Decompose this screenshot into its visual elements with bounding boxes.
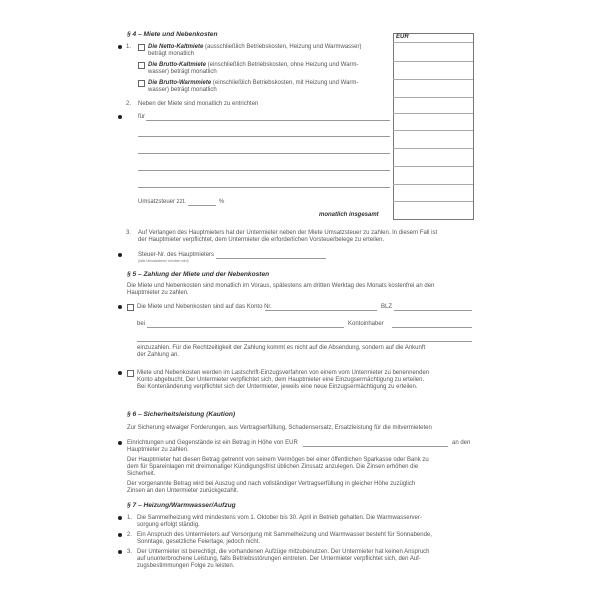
steuer-nr-note: (falls Umsatzsteuer erhoben wird) <box>138 259 189 263</box>
aufzug-paragraph: Der Untermieter ist berechtigt, die vorhandenen Aufzüge mitzubenutzen. Der Untermieter hat keinen Anspruch <box>137 549 430 555</box>
steuer-nr-field[interactable] <box>216 258 326 259</box>
netto-kaltmiete-label: Die Netto-Kaltmiete (ausschließlich Betriebskosten, Heizung und Warmwasser) <box>148 44 362 50</box>
kontoinhaber-field[interactable] <box>392 327 472 328</box>
heizung-paragraph: sorgung erfolgt ständig. <box>137 522 200 528</box>
item-number: 3. <box>127 549 133 555</box>
kaution-amount-field[interactable] <box>303 446 448 447</box>
einzahlung-paragraph: der Zahlung an. <box>137 352 180 358</box>
eur-row-divider <box>393 201 473 202</box>
eur-row-divider <box>393 113 473 114</box>
netto-kaltmiete-checkbox[interactable] <box>138 44 145 51</box>
kaution-anlage-paragraph: dem für Spareinlagen mit dreimonatiger Kündigungsfrist üblichen Zinssatz anzulegen. Die Zinsen erhöhen die <box>127 464 419 470</box>
bullet-icon <box>118 253 122 257</box>
warmwasser-paragraph: Ein Anspruch des Untermieters auf Versorgung mit Sammelheizung und Warmwasser besteht für Sonnabende, <box>137 532 432 538</box>
heizung-paragraph: Die Sammelheizung wird mindestens vom 1. Oktober bis 30. April in Betrieb gehalten. Die Warmwasserver- <box>137 515 422 521</box>
kaution-amount-suffix: an den <box>452 440 471 446</box>
bullet-icon <box>118 371 122 375</box>
blz-field[interactable] <box>394 310 472 311</box>
bullet-icon <box>118 516 122 520</box>
item-number: 2. <box>127 532 133 538</box>
brutto-warmmiete-label-line2: wasser) beträgt monatlich <box>148 87 217 93</box>
nebenkosten-line[interactable] <box>138 136 390 137</box>
eur-row-divider <box>393 42 473 43</box>
brutto-kaltmiete-checkbox[interactable] <box>138 62 145 69</box>
eur-row-divider <box>393 166 473 167</box>
umsatzsteuer-label: Umsatzsteuer zzt. <box>138 199 187 205</box>
konto-label: Die Miete und Nebenkosten sind auf das Konto Nr. <box>137 304 272 310</box>
eur-row-divider <box>393 184 473 185</box>
bullet-icon <box>118 441 122 445</box>
bullet-icon <box>118 115 122 119</box>
brutto-kaltmiete-label: Die Brutto-Kaltmiete (einschließlich Betriebskosten, ohne Heizung und Warm- <box>148 62 359 68</box>
item-number: 1. <box>127 515 133 521</box>
nebenkosten-line[interactable] <box>138 153 390 154</box>
percent-sign: % <box>219 199 225 205</box>
eur-row-divider <box>393 148 473 149</box>
lastschrift-paragraph: Konto abgebucht. Der Untermieter verpflichtet sich, dem Hauptmieter eine Einzugsermächtigung zu erteilen. <box>137 377 425 383</box>
kaution-paragraph: Hauptmieter zu zahlen. <box>127 447 189 453</box>
bullet-icon <box>118 550 122 554</box>
nebenkosten-intro: Neben der Miete sind monatlich zu entrichten <box>138 101 259 107</box>
kontoinhaber-field-line2[interactable] <box>137 341 472 342</box>
section-6-title: § 6 – Sicherheitsleistung (Kaution) <box>127 411 236 418</box>
payment-paragraph: Hauptmieter zu zahlen. <box>127 290 189 296</box>
section-7-title: § 7 – Heizung/Warmwasser/Aufzug <box>127 502 236 509</box>
lastschrift-checkbox[interactable] <box>127 370 134 377</box>
bullet-icon <box>118 45 122 49</box>
kaution-paragraph: Zur Sicherung etwaiger Forderungen, aus Vertragserfüllung, Schadensersatz, Ersatzleistung für die mitvermieteten <box>127 425 432 431</box>
lastschrift-paragraph: Bei Kontenänderung verpflichtet sich der Untermieter, jeweils eine neue Einzugsermächtigung zu erteilen. <box>137 384 418 390</box>
brutto-kaltmiete-label-line2: wasser) beträgt monatlich <box>148 69 217 75</box>
kontoinhaber-label: Kontoinhaber <box>348 321 384 327</box>
brutto-warmmiete-label: Die Brutto-Warmmiete (einschließlich Betriebskosten, mit Heizung und Warm- <box>148 80 359 86</box>
ust-paragraph: Auf Verlangen des Hauptmieters hat der Untermieter neben der Miete Umsatzsteuer zu zahlen. In diesem Fall ist <box>138 230 438 236</box>
nebenkosten-line[interactable] <box>138 187 390 188</box>
nebenkosten-line[interactable] <box>138 170 390 171</box>
konto-checkbox[interactable] <box>127 304 134 311</box>
einzahlung-paragraph: einzuzahlen. Für die Rechtzeitigkeit der Zahlung kommt es nicht auf die Absendung, sondern auf die Ankunft <box>137 345 426 351</box>
bullet-icon <box>118 533 122 537</box>
bullet-icon <box>118 305 122 309</box>
payment-paragraph: Die Miete und Nebenkosten sind monatlich im Voraus, spätestens am dritten Werktag des Monats kostenfrei an den <box>127 283 435 289</box>
kaution-amount-label: Einrichtungen und Gegenstände ist ein Betrag in Höhe von EUR <box>127 440 298 446</box>
kaution-anlage-paragraph: Der Hauptmieter hat diesen Betrag getrennt von seinem Vermögen bei einer öffentlichen Sparkasse oder Bank zu <box>127 457 429 463</box>
item-number: 2. <box>126 101 132 107</box>
section-4-title: § 4 – Miete und Nebenkosten <box>127 31 218 38</box>
steuer-nr-label: Steuer-Nr. des Hauptmieters <box>138 252 215 258</box>
aufzug-paragraph: auf ununterbrochene Leistung, falls Betriebsstörungen eintreten. Der Untermieter verpflichtet sich, den Auf- <box>137 556 421 562</box>
kaution-rueckzahlung-paragraph: Der vorgenannte Betrag wird bei Auszug und nach vollständiger Vertragserfüllung in gleicher Höhe zuzüglich <box>127 481 416 487</box>
nebenkosten-line[interactable] <box>146 120 390 121</box>
konto-nr-field[interactable] <box>265 310 377 311</box>
netto-kaltmiete-label-line2: beträgt monatlich <box>148 51 195 57</box>
brutto-warmmiete-checkbox[interactable] <box>138 80 145 87</box>
eur-row-divider <box>393 79 473 80</box>
kaution-anlage-paragraph: Sicherheit. <box>127 471 156 477</box>
warmwasser-paragraph: Sonntage, gesetzliche Feiertage, jedoch nicht. <box>137 539 261 545</box>
item-number: 3. <box>126 230 132 236</box>
ust-paragraph: der Hauptmieter verpflichtet, dem Untermieter die erforderlichen Vorsteuerbelege zu erteilen. <box>138 237 385 243</box>
aufzug-paragraph: zugsbestimmungen Folge zu leisten. <box>137 563 235 569</box>
section-5-title: § 5 – Zahlung der Miete und der Nebenkosten <box>127 271 270 278</box>
umsatzsteuer-rate-field[interactable] <box>188 205 216 206</box>
bank-field[interactable] <box>147 327 344 328</box>
bei-label: bei <box>137 321 146 327</box>
eur-row-divider <box>393 97 473 98</box>
eur-row-divider <box>393 61 473 62</box>
monthly-total-label: monatlich insgesamt <box>319 212 379 218</box>
eur-column-header: EUR <box>396 34 409 40</box>
blz-label: BLZ <box>381 304 393 310</box>
eur-row-divider <box>393 130 473 131</box>
fuer-label: für <box>138 114 146 120</box>
item-number: 1. <box>126 44 132 50</box>
kaution-rueckzahlung-paragraph: Zinsen an den Untermieter zurückgezahlt. <box>127 488 239 494</box>
lastschrift-paragraph: Miete und Nebenkosten werden im Lastschrift-Einzugsverfahren von einem vom Untermieter zu benennenden <box>137 370 430 376</box>
